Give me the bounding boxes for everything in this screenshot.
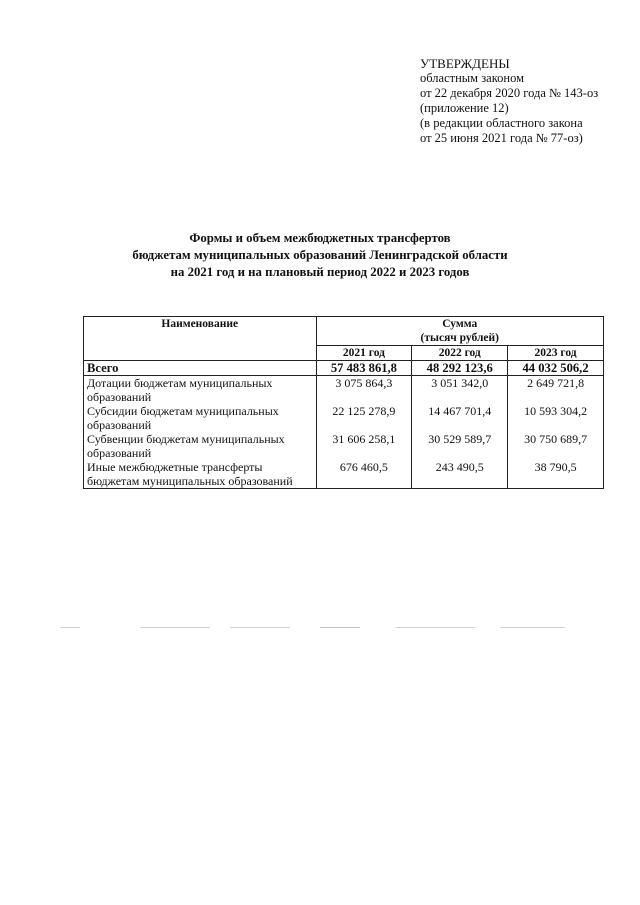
- row-name-line: Дотации бюджетам муниципальных: [87, 376, 273, 390]
- total-label: Всего: [84, 361, 317, 376]
- total-value: 48 292 123,6: [412, 361, 508, 376]
- title-line: на 2021 год и на плановый период 2022 и 2023 годов: [170, 265, 470, 279]
- approval-line: от 25 июня 2021 года № 77-оз): [420, 131, 583, 145]
- row-value: 22 125 278,9: [316, 404, 412, 432]
- row-value: 3 075 864,3: [316, 376, 412, 405]
- sum-label: Сумма: [442, 318, 478, 330]
- scan-artifact: [60, 627, 80, 628]
- table-row: [84, 404, 604, 432]
- row-name: [84, 460, 317, 489]
- row-value: 10 593 304,2: [508, 404, 604, 432]
- document-title: [0, 230, 640, 281]
- scan-artifact: [395, 627, 475, 628]
- row-name-line: Иные межбюджетные трансферты: [87, 460, 263, 474]
- table-row-total: [84, 361, 604, 376]
- row-name-line: Субсидии бюджетам муниципальных: [87, 404, 279, 418]
- row-name-line: Субвенции бюджетам муниципальных: [87, 432, 285, 446]
- total-value: 57 483 861,8: [316, 361, 412, 376]
- column-header-year: 2023 год: [508, 346, 604, 361]
- transfers-table: [83, 316, 604, 489]
- approval-line: областным законом: [420, 71, 525, 85]
- approval-block: [420, 56, 598, 146]
- title-line: бюджетам муниципальных образований Ленинградской области: [132, 248, 508, 262]
- approval-heading: УТВЕРЖДЕНЫ: [420, 56, 510, 71]
- row-value: 243 490,5: [412, 460, 508, 489]
- row-value: 676 460,5: [316, 460, 412, 489]
- row-value: 14 467 701,4: [412, 404, 508, 432]
- row-value: 30 529 589,7: [412, 432, 508, 460]
- row-value: 31 606 258,1: [316, 432, 412, 460]
- scan-artifact: [140, 627, 210, 628]
- row-value: 38 790,5: [508, 460, 604, 489]
- table-row: [84, 432, 604, 460]
- total-value: 44 032 506,2: [508, 361, 604, 376]
- row-value: 2 649 721,8: [508, 376, 604, 405]
- row-name-line: бюджетам муниципальных образований: [87, 474, 293, 488]
- scan-artifact: [320, 627, 360, 628]
- row-name-line: образований: [87, 418, 152, 432]
- table-row: [84, 376, 604, 405]
- column-header-year: 2021 год: [316, 346, 412, 361]
- approval-line: (в редакции областного закона: [420, 116, 583, 130]
- row-name: [84, 432, 317, 460]
- column-header-year: 2022 год: [412, 346, 508, 361]
- table-row: [84, 460, 604, 489]
- approval-line: от 22 декабря 2020 года № 143-оз: [420, 86, 599, 100]
- column-header-name: Наименование: [84, 317, 317, 361]
- row-name: [84, 376, 317, 405]
- title-line: Формы и объем межбюджетных трансфертов: [189, 231, 451, 245]
- row-name-line: образований: [87, 446, 152, 460]
- column-header-sum: [316, 317, 603, 346]
- row-value: 3 051 342,0: [412, 376, 508, 405]
- row-name-line: образований: [87, 390, 152, 404]
- sum-unit: (тысяч рублей): [420, 332, 499, 344]
- scan-artifact: [230, 627, 290, 628]
- row-name: [84, 404, 317, 432]
- scan-artifact: [500, 627, 565, 628]
- row-value: 30 750 689,7: [508, 432, 604, 460]
- approval-line: (приложение 12): [420, 101, 509, 115]
